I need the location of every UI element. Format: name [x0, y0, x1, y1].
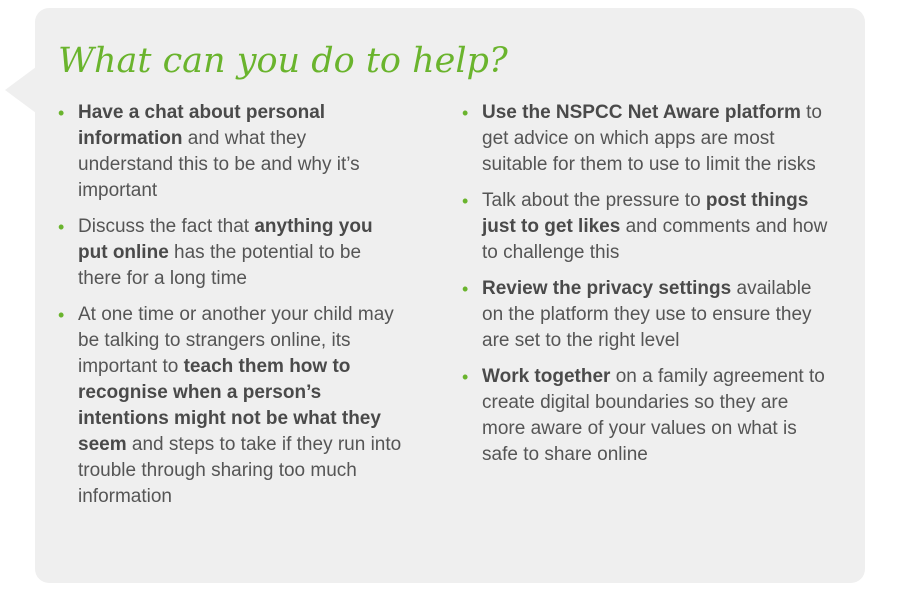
emphasis-text: teach them how to recognise when a person’s intentions might not be what they seem	[78, 356, 381, 455]
list-item	[58, 100, 403, 204]
bullet-icon: •	[58, 305, 65, 325]
list-item	[462, 276, 832, 354]
body-text: on a family agreement to create digital boundaries so they are more aware of your values on what is safe to share online	[482, 366, 825, 465]
body-text: Talk about the pressure to	[482, 190, 706, 211]
bullet-icon: •	[462, 103, 469, 123]
body-text: and comments and how to challenge this	[482, 216, 828, 263]
list-item	[58, 302, 403, 510]
emphasis-text: Review the privacy settings	[482, 278, 732, 299]
body-text: available on the platform they use to ensure they are set to the right level	[482, 278, 812, 351]
emphasis-text: anything you put online	[78, 216, 373, 263]
bullet-icon: •	[462, 279, 469, 299]
tips-list-right	[462, 100, 832, 478]
list-item	[462, 188, 832, 266]
emphasis-text: post things just to get likes	[482, 190, 809, 237]
emphasis-text: Use the NSPCC Net Aware platform	[482, 102, 801, 123]
speech-bubble-pointer	[5, 67, 36, 113]
body-text: to get advice on which apps are most suitable for them to use to limit the risks	[482, 102, 822, 175]
page-title: What can you do to help?	[58, 41, 508, 81]
bullet-icon: •	[58, 103, 65, 123]
list-item	[58, 214, 403, 292]
bullet-icon: •	[58, 217, 65, 237]
list-item	[462, 364, 832, 468]
bullet-icon: •	[462, 367, 469, 387]
body-text: and steps to take if they run into trouble through sharing too much information	[78, 434, 402, 507]
body-text: has the potential to be there for a long time	[78, 242, 362, 289]
body-text: At one time or another your child may be talking to strangers online, its important to	[78, 304, 394, 377]
emphasis-text: Work together	[482, 366, 611, 387]
body-text: Discuss the fact that	[78, 216, 255, 237]
bullet-icon: •	[462, 191, 469, 211]
list-item	[462, 100, 832, 178]
emphasis-text: Have a chat about personal information	[78, 102, 326, 149]
tips-list-left	[58, 100, 403, 520]
body-text: and what they understand this to be and why it’s important	[78, 128, 360, 201]
